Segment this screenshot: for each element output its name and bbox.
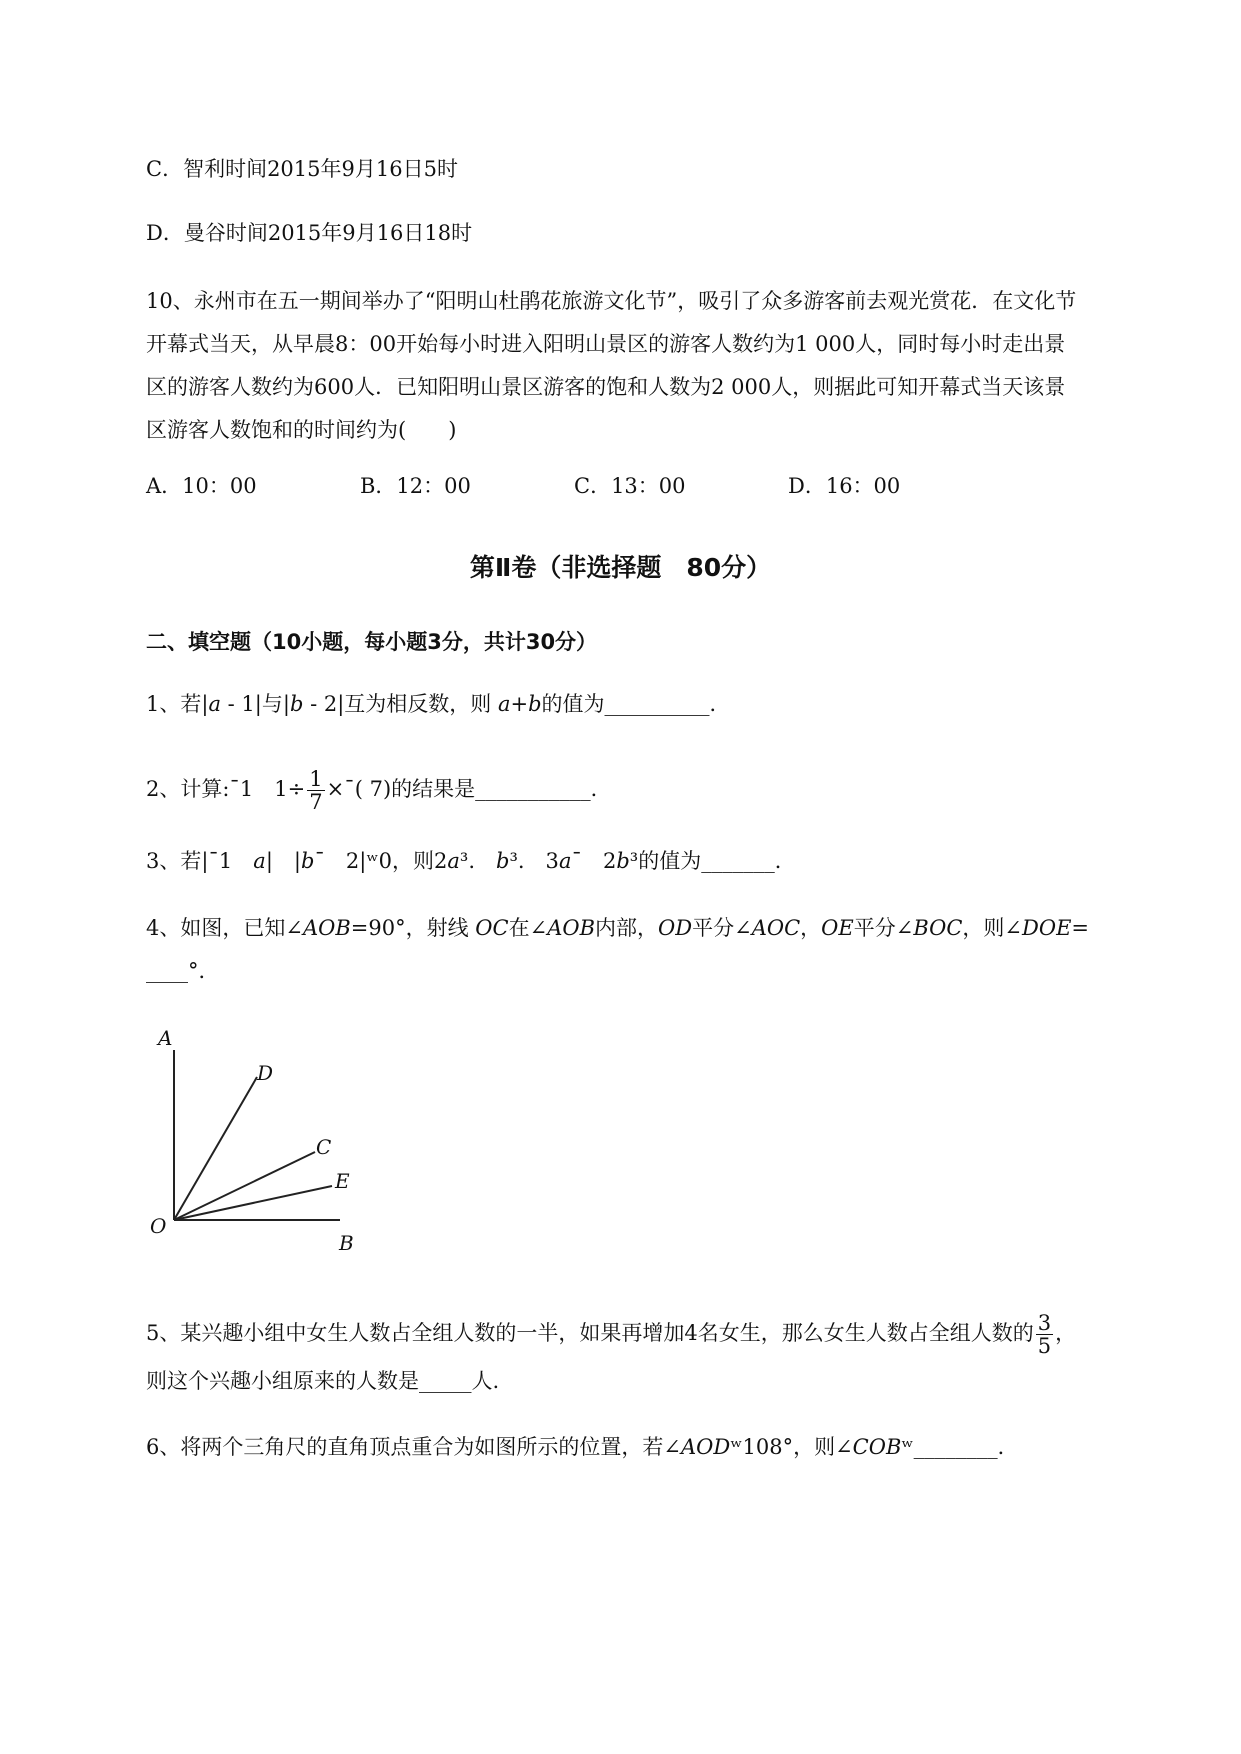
fill-q4-line-1: 4、如图，已知∠AOB=90°，射线 OC在∠AOB内部，OD平分∠AOC，OE平分∠BOC，则∠DOE= — [146, 916, 1090, 940]
q10-line-3: 区的游客人数约为600人．已知阳明山景区游客的饱和人数为2 000人，则据此可知开幕式当天该景 — [146, 375, 1066, 399]
q10-option-a: A．10：00 — [146, 474, 257, 498]
q9-option-c: C．智利时间2015年9月16日5时 — [146, 157, 458, 181]
section-heading: 二、填空题（10小题，每小题3分，共计30分） — [146, 630, 598, 654]
ray-oc — [174, 1152, 315, 1220]
label-e: E — [335, 1169, 350, 1193]
fill-q5-line-2: 则这个兴趣小组原来的人数是_____人. — [146, 1369, 500, 1393]
label-d: D — [257, 1061, 274, 1085]
ray-od — [174, 1077, 257, 1220]
label-b: B — [339, 1231, 354, 1255]
label-c: C — [316, 1135, 332, 1159]
q9-option-d: D．曼谷时间2015年9月16日18时 — [146, 221, 473, 245]
fraction-three-fifths: $\frac{3}{5}$ — [1037, 1311, 1052, 1358]
fill-q5-line-1: 5、某兴趣小组中女生人数占全组人数的一半，如果再增加4名女生，那么女生人数占全组人数的 $\frac{3}{5}$ ， — [146, 1311, 1077, 1358]
fill-q4-line-2: ____°． — [146, 959, 220, 983]
label-a: A — [158, 1026, 173, 1050]
fill-q6: 6、将两个三角尺的直角顶点重合为如图所示的位置，若∠AODʷ108°，则∠COBʷ________． — [146, 1435, 1019, 1459]
fill-q1: 1、若|a - 1|与|b - 2|互为相反数，则 a+b的值为__________． — [146, 692, 731, 716]
fill-q2: 2、计算:ˉ1 1÷ $\frac{1}{7}$ ×ˉ( 7)的结果是___________． — [146, 767, 612, 814]
angle-figure — [140, 1020, 380, 1260]
ray-oe — [174, 1186, 332, 1220]
fraction-one-seventh: $\frac{1}{7}$ — [309, 767, 323, 814]
q10-option-c: C．13：00 — [574, 474, 686, 498]
fill-q3: 3、若|ˉ1 a| |bˉ 2|ʷ0，则2a³. b³. 3aˉ 2b³的值为_______． — [146, 849, 796, 873]
label-o: O — [150, 1214, 167, 1238]
part2-title: 第Ⅱ卷（非选择题 80分） — [469, 553, 772, 582]
q10-option-d: D．16：00 — [788, 474, 901, 498]
q10-line-1: 10、永州市在五一期间举办了“阳明山杜鹃花旅游文化节”，吸引了众多游客前去观光赏花．在文化节 — [146, 289, 1077, 313]
q10-line-2: 开幕式当天，从早晨8：00开始每小时进入阳明山景区的游客人数约为1 000人，同时每小时走出景 — [146, 332, 1066, 356]
q10-option-b: B．12：00 — [360, 474, 471, 498]
q10-line-4: 区游客人数饱和的时间约为( ) — [146, 418, 457, 442]
